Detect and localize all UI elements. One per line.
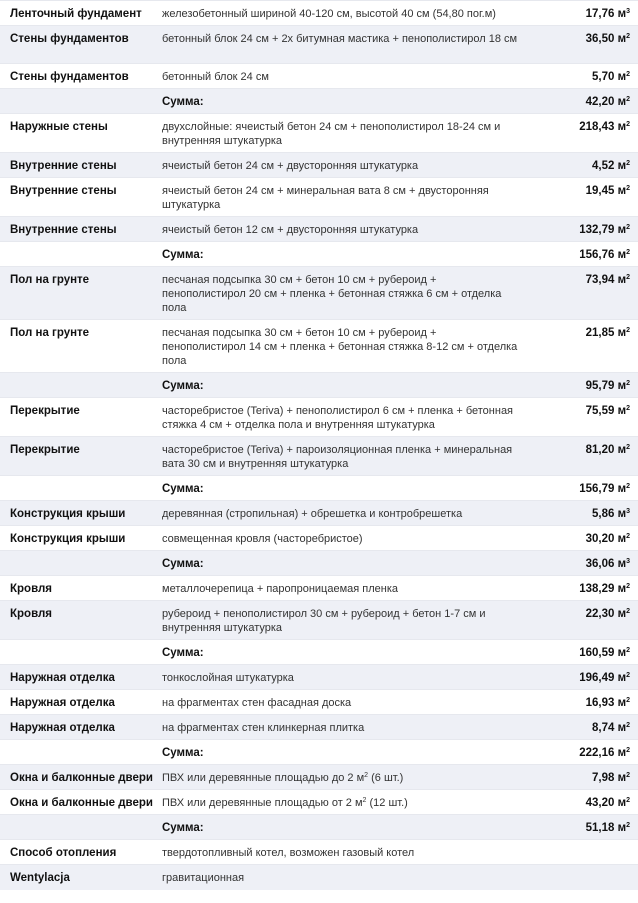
value: 160,59 м bbox=[579, 647, 627, 659]
table-row bbox=[0, 840, 638, 865]
element-name-cell bbox=[0, 89, 160, 114]
value-cell bbox=[528, 815, 638, 840]
value: 21,85 м bbox=[585, 327, 627, 339]
description-cell bbox=[160, 601, 528, 640]
value-cell bbox=[528, 1, 638, 26]
value-cell bbox=[528, 242, 638, 267]
sum-label: Сумма: bbox=[162, 249, 204, 261]
sum-row bbox=[0, 373, 638, 398]
description: тонкослойная штукатурка bbox=[162, 672, 294, 684]
description-cell bbox=[160, 437, 528, 476]
element-name: Конструкция крыши bbox=[10, 533, 126, 545]
table-row bbox=[0, 865, 638, 890]
element-name-cell bbox=[0, 114, 160, 153]
unit-exponent: 2 bbox=[626, 747, 630, 754]
unit-exponent: 2 bbox=[626, 822, 630, 829]
element-name: Способ отопления bbox=[10, 847, 117, 859]
sum-label-cell bbox=[160, 640, 528, 665]
description: деревянная (стропильная) + обрешетка и контробрешетка bbox=[162, 508, 463, 520]
unit-exponent: 2 bbox=[626, 274, 630, 281]
sum-label-cell bbox=[160, 551, 528, 576]
unit-exponent: 3 bbox=[626, 8, 630, 15]
value: 222,16 м bbox=[579, 747, 627, 759]
unit-exponent: 2 bbox=[626, 647, 630, 654]
unit-exponent: 2 bbox=[626, 96, 630, 103]
table-row bbox=[0, 114, 638, 153]
sum-row bbox=[0, 740, 638, 765]
description-cell bbox=[160, 178, 528, 217]
value-cell bbox=[528, 64, 638, 89]
sum-label-cell bbox=[160, 476, 528, 501]
value: 5,70 м bbox=[592, 71, 627, 83]
description-cell bbox=[160, 865, 528, 890]
unit-exponent: 2 bbox=[626, 697, 630, 704]
description-cell bbox=[160, 690, 528, 715]
element-name: Внутренние стены bbox=[10, 160, 117, 172]
unit-exponent: 2 bbox=[626, 160, 630, 167]
sum-label-cell bbox=[160, 815, 528, 840]
sum-label: Сумма: bbox=[162, 822, 204, 834]
description-cell bbox=[160, 501, 528, 526]
description-cell bbox=[160, 217, 528, 242]
sum-label-cell bbox=[160, 89, 528, 114]
value-cell bbox=[528, 114, 638, 153]
table-row bbox=[0, 267, 638, 320]
element-name-cell bbox=[0, 865, 160, 890]
element-name: Кровля bbox=[10, 608, 53, 620]
value: 218,43 м bbox=[579, 121, 627, 133]
table-row bbox=[0, 501, 638, 526]
element-name: Конструкция крыши bbox=[10, 508, 126, 520]
element-name-cell bbox=[0, 640, 160, 665]
value-cell bbox=[528, 267, 638, 320]
value: 22,30 м bbox=[585, 608, 627, 620]
element-name-cell bbox=[0, 373, 160, 398]
element-name-cell bbox=[0, 740, 160, 765]
value-cell bbox=[528, 715, 638, 740]
description: ячеистый бетон 24 см + минеральная вата 8 см + двусторонняя штукатурка bbox=[162, 185, 489, 211]
value: 36,06 м bbox=[585, 558, 627, 570]
value-cell bbox=[528, 790, 638, 815]
element-name: Наружная отделка bbox=[10, 697, 115, 709]
value: 156,79 м bbox=[579, 483, 627, 495]
unit-exponent: 2 bbox=[626, 608, 630, 615]
sum-label: Сумма: bbox=[162, 380, 204, 392]
value: 42,20 м bbox=[585, 96, 627, 108]
value: 19,45 м bbox=[585, 185, 627, 197]
description-cell bbox=[160, 26, 528, 64]
description-cell bbox=[160, 665, 528, 690]
value-cell bbox=[528, 601, 638, 640]
value: 95,79 м bbox=[585, 380, 627, 392]
description: ПВХ или деревянные площадью до 2 м bbox=[162, 772, 365, 784]
element-name-cell bbox=[0, 153, 160, 178]
sum-label: Сумма: bbox=[162, 96, 204, 108]
element-name: Окна и балконные двери bbox=[10, 772, 153, 784]
description: двухслойные: ячеистый бетон 24 см + пенополистирол 18-24 см и внутренняя штукатурка bbox=[162, 121, 501, 147]
sum-label: Сумма: bbox=[162, 483, 204, 495]
unit-exponent: 2 bbox=[626, 405, 630, 412]
sum-row bbox=[0, 551, 638, 576]
sum-row bbox=[0, 640, 638, 665]
element-name-cell bbox=[0, 601, 160, 640]
description: часторебристое (Teriva) + пенополистирол 6 см + пленка + бетонная стяжка 4 см + отделка пола и внутренняя штукатурка bbox=[162, 405, 514, 431]
value-cell bbox=[528, 26, 638, 64]
element-name-cell bbox=[0, 398, 160, 437]
element-name: Перекрытие bbox=[10, 444, 80, 456]
value: 5,86 м bbox=[592, 508, 627, 520]
specification-body bbox=[0, 1, 638, 890]
value: 7,98 м bbox=[592, 772, 627, 784]
description: часторебристое (Teriva) + пароизоляционная пленка + минеральная вата 30 см и внутренняя штукатурка bbox=[162, 444, 513, 470]
value: 36,50 м bbox=[585, 33, 627, 45]
element-name: Пол на грунте bbox=[10, 274, 90, 286]
value: 4,52 м bbox=[592, 160, 627, 172]
element-name-cell bbox=[0, 437, 160, 476]
description-cell bbox=[160, 320, 528, 373]
unit-exponent: 2 bbox=[626, 672, 630, 679]
element-name: Ленточный фундамент bbox=[10, 8, 142, 20]
element-name-cell bbox=[0, 840, 160, 865]
description-cell bbox=[160, 1, 528, 26]
description-cell bbox=[160, 114, 528, 153]
value-cell bbox=[528, 865, 638, 890]
description: бетонный блок 24 см bbox=[162, 71, 269, 83]
description: рубероид + пенополистирол 30 см + рубероид + бетон 1-7 см и внутренняя штукатурка bbox=[162, 608, 486, 634]
sum-label: Сумма: bbox=[162, 747, 204, 759]
element-name-cell bbox=[0, 26, 160, 64]
unit-exponent: 2 bbox=[626, 327, 630, 334]
unit-exponent: 2 bbox=[626, 224, 630, 231]
table-row bbox=[0, 26, 638, 64]
table-row bbox=[0, 437, 638, 476]
table-row bbox=[0, 765, 638, 790]
description: совмещенная кровля (часторебристое) bbox=[162, 533, 363, 545]
unit-exponent: 2 bbox=[626, 722, 630, 729]
description: ячеистый бетон 12 см + двусторонняя штукатурка bbox=[162, 224, 419, 236]
unit-exponent: 2 bbox=[626, 380, 630, 387]
unit-exponent: 2 bbox=[626, 249, 630, 256]
sum-label-cell bbox=[160, 740, 528, 765]
table-row bbox=[0, 153, 638, 178]
unit-exponent: 2 bbox=[626, 121, 630, 128]
description-cell bbox=[160, 576, 528, 601]
description-cell bbox=[160, 715, 528, 740]
table-row bbox=[0, 715, 638, 740]
sum-row bbox=[0, 476, 638, 501]
value: 75,59 м bbox=[585, 405, 627, 417]
description: ячеистый бетон 24 см + двусторонняя штукатурка bbox=[162, 160, 419, 172]
value-cell bbox=[528, 840, 638, 865]
table-row bbox=[0, 1, 638, 26]
element-name-cell bbox=[0, 815, 160, 840]
value: 132,79 м bbox=[579, 224, 627, 236]
value-cell bbox=[528, 576, 638, 601]
element-name-cell bbox=[0, 690, 160, 715]
value-cell bbox=[528, 740, 638, 765]
element-name: Пол на грунте bbox=[10, 327, 90, 339]
element-name-cell bbox=[0, 320, 160, 373]
unit-exponent: 3 bbox=[626, 558, 630, 565]
description-tail: (6 шт.) bbox=[368, 772, 404, 784]
element-name-cell bbox=[0, 765, 160, 790]
unit-exponent: 2 bbox=[626, 71, 630, 78]
description-cell bbox=[160, 64, 528, 89]
element-name-cell bbox=[0, 551, 160, 576]
value: 138,29 м bbox=[579, 583, 627, 595]
description: бетонный блок 24 см + 2х битумная мастика + пенополистирол 18 см bbox=[162, 33, 518, 45]
unit-exponent: 2 bbox=[626, 483, 630, 490]
description: ПВХ или деревянные площадью от 2 м bbox=[162, 797, 363, 809]
sum-label-cell bbox=[160, 242, 528, 267]
element-name: Внутренние стены bbox=[10, 224, 117, 236]
sum-row bbox=[0, 89, 638, 114]
unit-exponent: 3 bbox=[626, 508, 630, 515]
table-row bbox=[0, 601, 638, 640]
description-cell bbox=[160, 790, 528, 815]
value: 156,76 м bbox=[579, 249, 627, 261]
description-cell bbox=[160, 765, 528, 790]
description: железобетонный шириной 40-120 см, высотой 40 см (54,80 пог.м) bbox=[162, 8, 496, 20]
description: гравитационная bbox=[162, 872, 245, 884]
value: 81,20 м bbox=[585, 444, 627, 456]
value-cell bbox=[528, 476, 638, 501]
value: 8,74 м bbox=[592, 722, 627, 734]
value-cell bbox=[528, 437, 638, 476]
element-name-cell bbox=[0, 501, 160, 526]
sum-label: Сумма: bbox=[162, 647, 204, 659]
element-name-cell bbox=[0, 64, 160, 89]
table-row bbox=[0, 690, 638, 715]
table-row bbox=[0, 790, 638, 815]
element-name-cell bbox=[0, 526, 160, 551]
element-name: Перекрытие bbox=[10, 405, 80, 417]
table-row bbox=[0, 576, 638, 601]
element-name-cell bbox=[0, 267, 160, 320]
value-cell bbox=[528, 89, 638, 114]
value-cell bbox=[528, 398, 638, 437]
table-row bbox=[0, 526, 638, 551]
description: на фрагментах стен клинкерная плитка bbox=[162, 722, 365, 734]
value: 30,20 м bbox=[585, 533, 627, 545]
unit-exponent: 2 bbox=[626, 533, 630, 540]
table-row bbox=[0, 398, 638, 437]
element-name-cell bbox=[0, 790, 160, 815]
element-name: Внутренние стены bbox=[10, 185, 117, 197]
value: 16,93 м bbox=[585, 697, 627, 709]
element-name: Wentylacja bbox=[10, 872, 70, 884]
description: твердотопливный котел, возможен газовый котел bbox=[162, 847, 415, 859]
element-name-cell bbox=[0, 476, 160, 501]
unit-exponent: 2 bbox=[626, 772, 630, 779]
element-name: Наружная отделка bbox=[10, 722, 115, 734]
value-cell bbox=[528, 153, 638, 178]
element-name-cell bbox=[0, 665, 160, 690]
value-cell bbox=[528, 178, 638, 217]
element-name-cell bbox=[0, 1, 160, 26]
element-name: Стены фундаментов bbox=[10, 71, 129, 83]
description-cell bbox=[160, 840, 528, 865]
description: песчаная подсыпка 30 см + бетон 10 см + рубероид + пенополистирол 14 см + пленка + бетонная стяжка 8-12 см + отделка пола bbox=[162, 327, 518, 367]
sum-label: Сумма: bbox=[162, 558, 204, 570]
description-cell bbox=[160, 267, 528, 320]
value-cell bbox=[528, 640, 638, 665]
element-name: Кровля bbox=[10, 583, 53, 595]
element-name: Стены фундаментов bbox=[10, 33, 129, 45]
element-name: Окна и балконные двери bbox=[10, 797, 153, 809]
element-name: Наружная отделка bbox=[10, 672, 115, 684]
description-unit-exponent: 2 bbox=[364, 772, 369, 779]
element-name-cell bbox=[0, 217, 160, 242]
value-cell bbox=[528, 526, 638, 551]
unit-exponent: 2 bbox=[626, 185, 630, 192]
description: песчаная подсыпка 30 см + бетон 10 см + рубероид + пенополистирол 20 см + пленка + бетонная стяжка 6 см + отделка пола bbox=[162, 274, 502, 314]
table-row bbox=[0, 178, 638, 217]
description-cell bbox=[160, 526, 528, 551]
sum-row bbox=[0, 815, 638, 840]
value-cell bbox=[528, 501, 638, 526]
table-row bbox=[0, 665, 638, 690]
value: 43,20 м bbox=[585, 797, 627, 809]
sum-label-cell bbox=[160, 373, 528, 398]
element-name: Наружные стены bbox=[10, 121, 108, 133]
table-row bbox=[0, 217, 638, 242]
table-row bbox=[0, 64, 638, 89]
element-name-cell bbox=[0, 576, 160, 601]
value-cell bbox=[528, 217, 638, 242]
value-cell bbox=[528, 665, 638, 690]
value: 51,18 м bbox=[585, 822, 627, 834]
element-name-cell bbox=[0, 715, 160, 740]
element-name-cell bbox=[0, 242, 160, 267]
description-tail: (12 шт.) bbox=[366, 797, 408, 809]
value-cell bbox=[528, 373, 638, 398]
value-cell bbox=[528, 765, 638, 790]
description: на фрагментах стен фасадная доска bbox=[162, 697, 352, 709]
sum-row bbox=[0, 242, 638, 267]
description: металлочерепица + паропроницаемая пленка bbox=[162, 583, 399, 595]
value: 73,94 м bbox=[585, 274, 627, 286]
description-unit-exponent: 2 bbox=[362, 797, 367, 804]
element-name-cell bbox=[0, 178, 160, 217]
description-cell bbox=[160, 398, 528, 437]
unit-exponent: 2 bbox=[626, 583, 630, 590]
table-row bbox=[0, 320, 638, 373]
unit-exponent: 2 bbox=[626, 33, 630, 40]
value-cell bbox=[528, 690, 638, 715]
value-cell bbox=[528, 320, 638, 373]
unit-exponent: 2 bbox=[626, 797, 630, 804]
value: 196,49 м bbox=[579, 672, 627, 684]
description-cell bbox=[160, 153, 528, 178]
unit-exponent: 2 bbox=[626, 444, 630, 451]
value: 17,76 м bbox=[585, 8, 627, 20]
value-cell bbox=[528, 551, 638, 576]
